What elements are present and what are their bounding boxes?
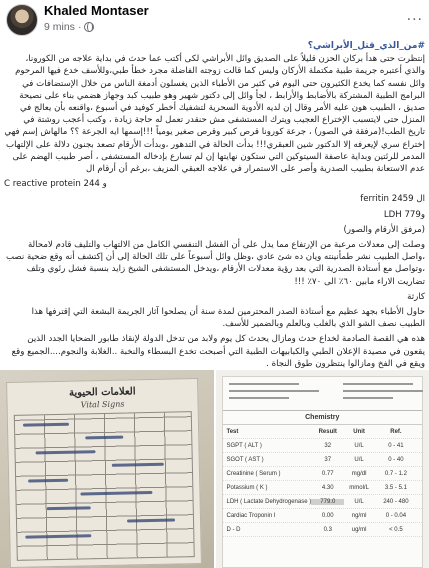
post-paragraph-3: كارثة bbox=[407, 291, 425, 302]
post-paragraph-5: هذه هي القصة الصادمة لخداع حدث ومازال يحدث كل يوم ولابد من تدخل الدولة لإنقاذ طابور الضحايا الجدد الذين يقعون في مصيدة الإعلان الطبي والكبابيهات الطبية التي أصبحت تخدع البسطاء والنخبة ..الغلابة والنجوم....الجميع وقع ويقع في الفخ ومازالوا ينتظرون طوق النجاة . bbox=[11, 334, 425, 369]
more-options-icon[interactable]: ··· bbox=[406, 12, 423, 28]
lab-table-row bbox=[223, 481, 423, 495]
col-ref: Ref. bbox=[390, 428, 402, 435]
lab-test-name: LDH ( Lactate Dehydrogenase ) bbox=[226, 498, 312, 505]
lab-test-name: Cardiac Troponin I bbox=[226, 512, 276, 519]
lab-test-ref: 240 - 480 bbox=[383, 498, 409, 505]
post-photos bbox=[0, 370, 429, 568]
lab-test-ref: 0 - 41 bbox=[388, 442, 404, 449]
col-result: Result bbox=[318, 428, 337, 435]
post-hashtag[interactable]: #من_الذي_قتل_الأبراشي؟ bbox=[307, 41, 425, 51]
lab-table-row bbox=[223, 439, 423, 453]
lab-table-row bbox=[223, 509, 423, 523]
lab-test-name: D - D bbox=[226, 526, 241, 533]
lab-test-unit: U/L bbox=[354, 456, 364, 463]
lab-test-unit: mg/dl bbox=[351, 470, 367, 477]
lab-test-name: Potassium ( K ) bbox=[226, 484, 268, 491]
meta-separator: · bbox=[77, 21, 82, 33]
vital-signs-title: العلامات الحيوية bbox=[68, 386, 136, 399]
lab-test-result: 0.3 bbox=[323, 526, 332, 533]
lab-report-header bbox=[223, 377, 423, 411]
lab-test-unit: ng/ml bbox=[351, 512, 367, 519]
lab-table-row bbox=[223, 523, 423, 537]
vital-signs-subtitle: Vital Signs bbox=[80, 399, 125, 410]
vital-signs-sheet bbox=[6, 378, 202, 568]
lab-test-result: 32 bbox=[324, 442, 332, 449]
post-meta bbox=[44, 21, 94, 33]
post-crp-line: C reactive protein 244 و bbox=[4, 179, 107, 190]
photo-vital-signs[interactable] bbox=[0, 370, 214, 568]
header-line bbox=[343, 383, 413, 385]
lab-table-row bbox=[223, 495, 423, 509]
post-ldh-line: LDH و779 bbox=[383, 209, 425, 220]
author-avatar[interactable] bbox=[6, 4, 38, 36]
lab-test-ref: < 0.5 bbox=[389, 526, 403, 533]
lab-test-ref: 0.7 - 1.2 bbox=[384, 470, 407, 477]
lab-test-ref: 0 - 0.04 bbox=[385, 512, 407, 519]
lab-test-result: 0.77 bbox=[321, 470, 334, 477]
col-test: Test bbox=[226, 428, 239, 435]
handwriting-mark bbox=[47, 506, 91, 510]
photo-lab-report[interactable] bbox=[216, 370, 429, 568]
handwriting-mark bbox=[85, 436, 123, 440]
vital-signs-grid bbox=[14, 411, 195, 561]
header-line bbox=[229, 397, 289, 399]
lab-test-result: 779.0 bbox=[311, 499, 344, 505]
post-header bbox=[0, 0, 429, 40]
handwriting-mark bbox=[25, 534, 91, 538]
header-line bbox=[229, 390, 319, 392]
lab-test-ref: 0 - 40 bbox=[388, 456, 404, 463]
lab-test-ref: 3.5 - 5.1 bbox=[384, 484, 407, 491]
lab-test-name: Creatinine ( Serum ) bbox=[226, 470, 281, 477]
post-time[interactable]: 9 mins bbox=[44, 21, 75, 33]
lab-report-title: Chemistry bbox=[223, 411, 423, 425]
handwriting-mark bbox=[80, 491, 152, 496]
lab-test-result: 0.00 bbox=[321, 512, 334, 519]
lab-table-row bbox=[223, 467, 423, 481]
lab-test-unit: ug/ml bbox=[351, 526, 367, 533]
lab-table-body bbox=[223, 439, 423, 537]
header-line bbox=[343, 397, 393, 399]
header-line bbox=[343, 390, 423, 392]
post-ferritin-line: ferritin ال 2459 bbox=[360, 194, 425, 205]
post-paragraph-4: حاول الأطباء بجهد عظيم مع أستاذة الصدر المحترمين لمدة سنة أن يصلحوا آثار الجريمة البشعة التي إقترفها هذا الطبيب نصف الشو الذي بالغلب وبالعلم وبالضمير للأسف. bbox=[31, 307, 425, 330]
post-paragraph-1: إنتظرت حتى هدأ بركان الحزن قليلاً على الصديق وائل الأبراشي لكى أكتب عما حدث في بداية علاجه من الكورونا، والذي أعتبره جريمة طبية مكتملة الأركان وليس كما قالت زوجته الفاضلة مجرد خطأ طبي،وللأسف خدع فيها المرحوم وائل نفسه كما يخدع الكثيرون حتى اليوم في كثير من الأطباء الذين يغسلون أدمغة الناس من خلال الإستضافات في البرامج الطبية المشتركة بالأضابط والأرابط ، لجأ وائل إلى دكتور شهير وهو طبيب كبد وجهاز هضمي بناء على نصيحة صديق ، الطبيب هون عليه الأمر وقال إن لديه الأدوية السحرية لتشفيك أخطر كوفيد في أسبوع ،واقنعه بأن يعالج في المنزل حتى لايتسبب الإختراع العجيب ويترك المستشفى مش حنقدر تعمل له حاجة زيادة ، وكتب أعجب روشتة في تاريخ الطب!(مرفقة في الصور) ، جرعة كورونا قرص كبير وقرص صغير يومياً !!!إسمها ايه الجرعة ؟؟ مالهاش إسم فهي إختراع سري لإيعرفه إلا الدكتور شين العبقري!!! بدأت الحالة في التدهور ،وبدأت الأرقام تصعد بجنون دلالة على الإلتهاب المدمر للرئتين وبداية عاصفة السيتوكين التي ستكون نهايتها إن لم تسارع بإدخاله المستشفى ، أصر طبيب الهضم على عدم الاستعانة بطبيب الصدرية وأصر على الاستمرار في علاجه العبقي المزيف ،برغم أن أرقام ال bbox=[4, 54, 425, 175]
lab-test-result: 37 bbox=[324, 456, 332, 463]
lab-test-unit: U/L bbox=[354, 442, 364, 449]
handwriting-mark bbox=[36, 450, 96, 454]
lab-test-name: SGOT ( AST ) bbox=[226, 456, 264, 463]
header-line bbox=[229, 383, 299, 385]
post-attachment-note: (مرفق الأرقام والصور) bbox=[343, 224, 425, 235]
lab-test-name: SGPT ( ALT ) bbox=[226, 442, 262, 449]
post-body bbox=[4, 40, 425, 373]
lab-test-unit: U/L bbox=[354, 498, 364, 505]
handwriting-mark bbox=[28, 479, 68, 483]
lab-table-row bbox=[223, 453, 423, 467]
handwriting-mark bbox=[23, 423, 69, 427]
handwriting-mark bbox=[127, 519, 175, 523]
lab-test-unit: mmol/L bbox=[349, 484, 369, 491]
handwriting-mark bbox=[112, 463, 164, 467]
post-paragraph-2: وصلت إلى معدلات مرعبة من الإرتفاع مما يدل على أن الفشل التنفسي الكامل من الالتهاب والتليف قادم لامحالة ،واصل الطبيب نشر طمأنينته ويان ده شئ عادي ،وظل وائل أسبوعاً على تلك الحالة إلى أن إكتشف أنه وقع ضحية نصب ،وتواصل مع أستاذة الصدرية التي بعد رؤية معدلات الأرقام ،ويدخل المستشفى الشيخ زايد بنسبة فشل رئوي وتلف تضاريت الاراء مابين ٦٠٪ الى ٧٠٪ !!! bbox=[5, 240, 425, 287]
lab-test-result: 4.30 bbox=[321, 484, 334, 491]
author-name[interactable]: Khaled Montaser bbox=[44, 3, 149, 18]
globe-icon bbox=[84, 22, 94, 32]
lab-table-header bbox=[223, 425, 423, 439]
col-unit: Unit bbox=[353, 428, 365, 435]
lab-report bbox=[222, 376, 424, 568]
